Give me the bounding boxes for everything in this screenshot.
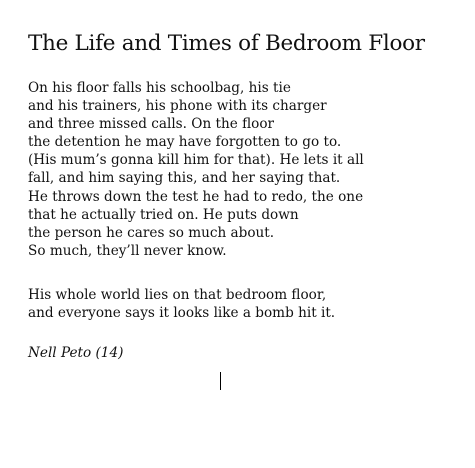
poem-line: He throws down the test he had to redo, the one: [28, 188, 364, 205]
poem-line: His whole world lies on that bedroom floor,: [28, 287, 327, 303]
poem-line: that he actually tried on. He puts down: [28, 206, 299, 223]
poem-line: (His mum’s gonna kill him for that). He lets it all: [28, 152, 364, 169]
poem-line: and everyone says it looks like a bomb hit it.: [28, 305, 336, 322]
text-cursor[interactable]: [220, 372, 221, 390]
poem-line: and his trainers, his phone with its charger: [28, 98, 327, 115]
poem-title: The Life and Times of Bedroom Floor: [28, 31, 425, 56]
poem-stanza-2: [28, 286, 335, 322]
author-signature: Nell Peto (14): [28, 345, 124, 361]
poem-line: fall, and him saying this, and her saying that.: [28, 170, 341, 187]
poem-line: So much, they’ll never know.: [28, 242, 227, 259]
poem-line: and three missed calls. On the floor: [28, 116, 275, 133]
poem-line: the detention he may have forgotten to go to.: [28, 134, 342, 151]
poem-line: the person he cares so much about.: [28, 224, 275, 241]
poem-line: On his floor falls his schoolbag, his tie: [28, 80, 291, 96]
poem-stanza-1: [28, 79, 364, 260]
